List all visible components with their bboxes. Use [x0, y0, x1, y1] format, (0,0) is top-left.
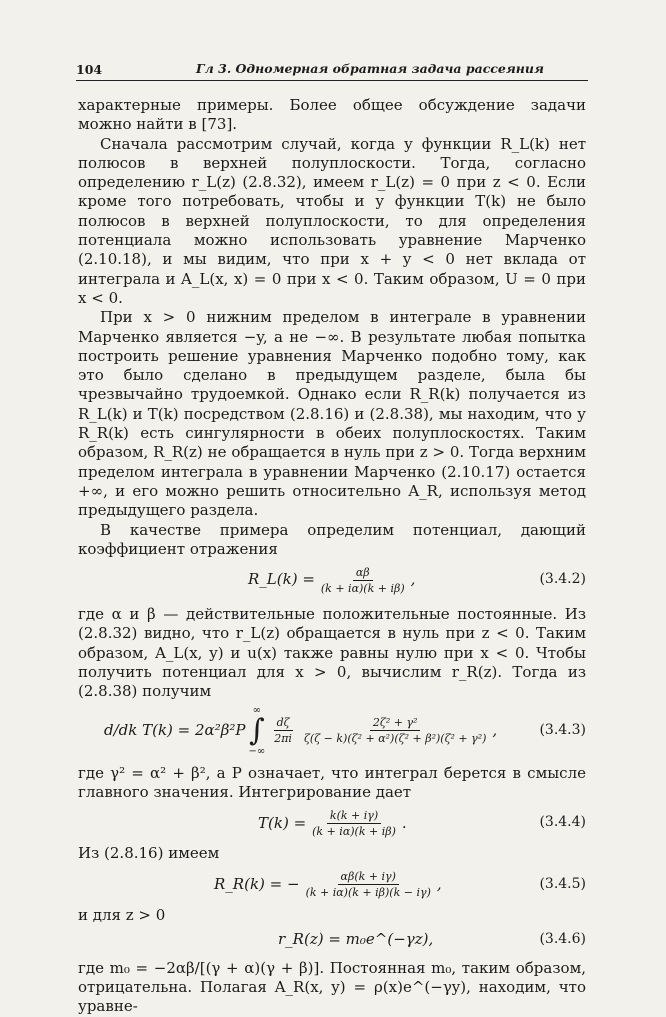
paragraph: где α и β — действительные положительные постоянные. Из (2.8.32) видно, что r_L(z) обращается в нуль при z < 0. Таким образом, A_L(x, y) и u(x) также равны нулю при x < 0. Чтобы получить потенциал для x > 0, вычислим r_R(z). Тогда из (2.8.38) получим	[78, 605, 586, 701]
fraction-numerator: αβ(k + iγ)	[338, 870, 399, 885]
equation-3-4-2	[78, 559, 586, 601]
paragraph: При x > 0 нижним пределом в интеграле в уравнении Марченко является −y, а не −∞. В результате любая попытка построить решение уравнения Марченко подобно тому, как это было сделано в предыдущем разделе, была бы чрезвычайно трудоемкой. Однако если R_R(k) получается из R_L(k) и T(k) посредством (2.8.16) и (2.8.38), мы находим, что у R_R(k) есть сингулярности в обеих полуплоскостях. Таким образом, R_R(z) не обращается в нуль при z > 0. Тогда верхним пределом интеграла в уравнении Марченко (2.10.17) остается +∞, и его можно решить относительно A_R, используя метод предыдущего раздела.	[78, 308, 586, 520]
fraction	[303, 870, 434, 899]
equation-lhs: R_L(k) =	[248, 570, 315, 589]
equation-number: (3.4.2)	[539, 571, 586, 588]
equation-number: (3.4.4)	[539, 814, 586, 831]
equation-3-4-4	[78, 802, 586, 844]
equation-lhs: R_R(k) = −	[214, 874, 300, 893]
equation-body: r_R(z) = m₀e^(−γz),	[278, 930, 434, 949]
fraction	[318, 566, 408, 595]
fraction	[309, 809, 399, 838]
fraction-denominator: (k + iα)(k + iβ)	[312, 824, 396, 838]
paragraph: характерные примеры. Более общее обсуждение задачи можно найти в [73].	[78, 96, 586, 134]
paragraph: где m₀ = −2αβ/[(γ + α)(γ + β)]. Постоянная m₀, таким образом, отрицательна. Полагая A_R(x, y) = ρ(x)e^(−γy), находим, что уравне-	[78, 958, 586, 1016]
page-number: 104	[76, 62, 103, 77]
equation-punct: ,	[492, 720, 498, 739]
equation-punct: ,	[436, 874, 442, 893]
running-title: Гл 3. Одномерная обратная задача рассеяния	[196, 61, 544, 76]
integral-upper-limit: ∞	[252, 704, 262, 716]
paragraph: В качестве примера определим потенциал, дающий коэффициент отражения	[78, 520, 586, 558]
equation-number: (3.4.5)	[539, 875, 586, 892]
paragraph: где γ² = α² + β², а P означает, что интеграл берется в смысле главного значения. Интегрирование дает	[78, 763, 586, 801]
equation-lhs: d/dk T(k) = 2α²β²P	[104, 720, 246, 739]
fraction-numerator: k(k + iγ)	[327, 809, 381, 824]
page-header	[76, 60, 588, 81]
equation-3-4-6	[78, 925, 586, 955]
paragraph: Из (2.8.16) имеем	[78, 844, 220, 863]
paragraph: Сначала рассмотрим случай, когда у функции R_L(k) нет полюсов в верхней полуплоскости. Тогда, согласно определению r_L(z) (2.8.32), имеем r_L(z) = 0 при z < 0. Если кроме того потребовать, чтобы и у функции T(k) не было полюсов в верхней полуплоскости, то для определения потенциала можно использовать уравнение Марченко (2.10.18), и мы видим, что при x + y < 0 нет вклада от интеграла и A_L(x, x) = 0 при x < 0. Таким образом, U = 0 при x < 0.	[78, 134, 586, 307]
equation-number: (3.4.3)	[539, 721, 586, 738]
fraction-denominator: (k + iα)(k + iβ)	[320, 581, 405, 595]
paragraph: и для z > 0	[78, 905, 166, 924]
equation-3-4-5	[78, 864, 586, 906]
fraction-numerator: 2ζ² + γ²	[370, 716, 421, 731]
integral-lower-limit: −∞	[248, 745, 266, 757]
fraction-denominator: (k + iα)(k + iβ)(k − iγ)	[305, 886, 431, 899]
fraction	[271, 716, 295, 745]
equation-3-4-3	[78, 702, 586, 760]
fraction-numerator: dζ	[274, 716, 293, 731]
integral-sign: ∞ ∫ −∞	[248, 704, 266, 757]
equation-punct: .	[401, 813, 407, 832]
page-body	[78, 96, 586, 1017]
fraction-denominator: ζ(ζ − k)(ζ² + α²)(ζ² + β²)(ζ² + γ²)	[303, 732, 487, 746]
fraction-denominator: 2πi	[274, 732, 292, 746]
equation-lhs: T(k) =	[258, 813, 307, 832]
fraction-numerator: αβ	[353, 566, 373, 581]
fraction	[301, 716, 489, 745]
equation-punct: ,	[410, 570, 416, 589]
equation-number: (3.4.6)	[539, 930, 586, 947]
